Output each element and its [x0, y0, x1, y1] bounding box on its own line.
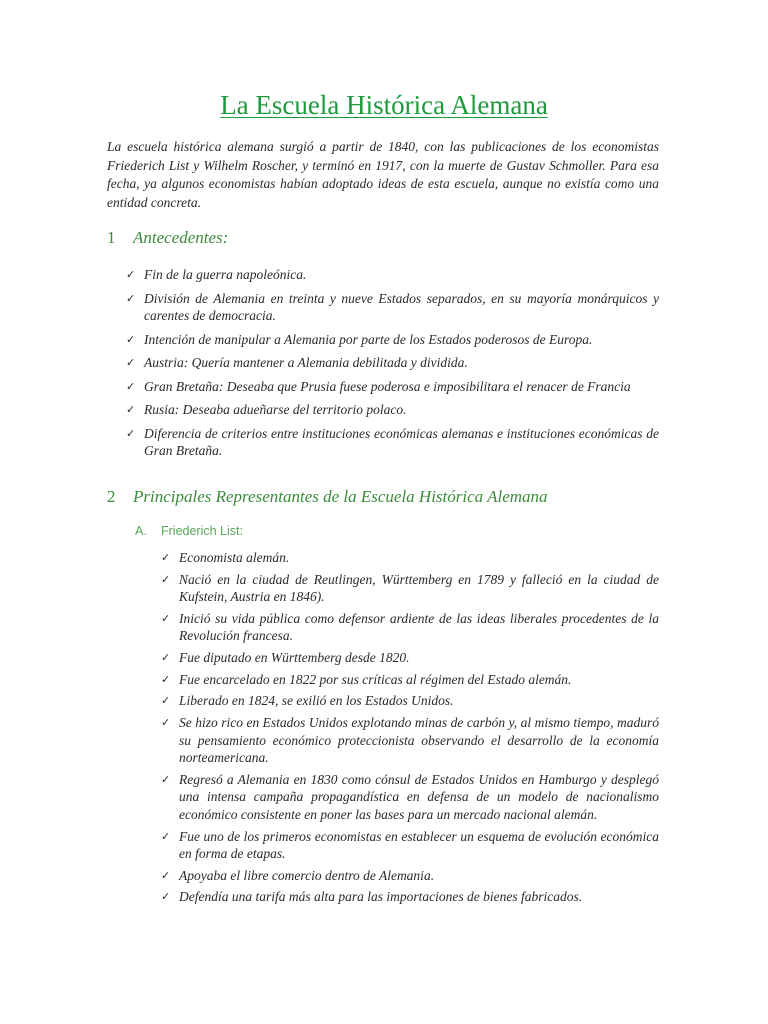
list-item	[126, 290, 659, 325]
check-mark-icon: ✓	[126, 332, 136, 346]
list-item	[161, 610, 659, 645]
list-item-text: Se hizo rico en Estados Unidos explotando minas de carbón y, al mismo tiempo, maduró su pensamiento económico proteccionista observando el desarrollo de la economía norteamericana.	[179, 715, 659, 766]
list-item-text: Apoyaba el libre comercio dentro de Alemania.	[179, 867, 435, 883]
list-item	[161, 771, 659, 824]
section-heading-representantes	[107, 487, 548, 507]
check-mark-icon: ✓	[161, 694, 171, 708]
list-item	[126, 354, 659, 372]
list-item-text: Rusia: Deseaba adueñarse del territorio polaco.	[144, 402, 407, 417]
list-item-text: Economista alemán.	[179, 550, 290, 565]
list-item-text: Inició su vida pública como defensor ardiente de las ideas liberales procedentes de la Revolución francesa.	[179, 610, 659, 644]
check-mark-icon: ✓	[161, 716, 171, 730]
check-mark-icon: ✓	[126, 426, 136, 440]
subsection-heading-list	[135, 524, 243, 538]
section-title: Antecedentes:	[133, 228, 229, 247]
friederich-list-facts	[161, 549, 659, 910]
list-item-text: División de Alemania en treinta y nueve Estados separados, en su mayoría monárquicos y carentes de democracia.	[144, 290, 659, 323]
list-item-text: Fue encarcelado en 1822 por sus críticas al régimen del Estado alemán.	[179, 671, 572, 687]
check-mark-icon: ✓	[126, 379, 136, 393]
page-title: La Escuela Histórica Alemana	[220, 90, 548, 120]
check-mark-icon: ✓	[126, 403, 136, 416]
list-item-text: Liberado en 1824, se exilió en los Estados Unidos.	[179, 693, 454, 709]
check-mark-icon: ✓	[161, 651, 171, 665]
list-item	[161, 671, 659, 689]
list-item-text: Austria: Quería mantener a Alemania debilitada y dividida.	[144, 355, 468, 370]
list-item	[161, 888, 659, 906]
list-item-text: Regresó a Alemania en 1830 como cónsul de Estados Unidos en Hamburgo y desplegó una intensa campaña propagandística en defensa de un modelo de nacionalismo económico consistente en poner las bases para un mercado nacional alemán.	[179, 771, 659, 822]
list-item	[161, 714, 659, 767]
list-item	[126, 425, 659, 460]
list-item-text: Nació en la ciudad de Reutlingen, Württemberg en 1789 y falleció en la ciudad de Kufstein, Austria en 1846).	[179, 571, 659, 605]
section-title: Principales Representantes de la Escuela Histórica Alemana	[133, 487, 548, 506]
check-mark-icon: ✓	[161, 611, 171, 625]
list-item	[161, 571, 659, 606]
list-item-text: Gran Bretaña: Deseaba que Prusia fuese poderosa e imposibilitara el renacer de Francia	[144, 378, 631, 394]
list-item	[161, 867, 659, 885]
list-item-text: Diferencia de criterios entre instituciones económicas alemanas e instituciones económicas de Gran Bretaña.	[144, 425, 659, 458]
list-item	[161, 692, 659, 710]
check-mark-icon: ✓	[126, 268, 136, 281]
section-number: 2	[107, 487, 116, 506]
section-heading-antecedentes	[107, 228, 228, 248]
list-item-text: Fue uno de los primeros economistas en establecer un esquema de evolución económica en forma de etapas.	[179, 828, 659, 861]
check-mark-icon: ✓	[161, 572, 171, 586]
check-mark-icon: ✓	[161, 672, 171, 686]
antecedentes-list	[126, 266, 659, 466]
list-item	[126, 331, 659, 349]
list-item-text: Defendía una tarifa más alta para las importaciones de bienes fabricados.	[179, 889, 583, 905]
list-item	[126, 378, 659, 396]
subsection-title: Friederich List:	[161, 524, 243, 538]
check-mark-icon: ✓	[161, 890, 171, 904]
list-item	[161, 828, 659, 863]
check-mark-icon: ✓	[161, 868, 171, 882]
section-number: 1	[107, 228, 116, 247]
check-mark-icon: ✓	[126, 356, 136, 369]
subsection-letter: A.	[135, 524, 147, 538]
intro-paragraph: La escuela histórica alemana surgió a partir de 1840, con las publicaciones de los economistas Friederich List y Wilhelm Roscher, y terminó en 1917, con la muerte de Gustav Schmoller. Para esa fecha, ya algunos economistas habían adoptado ideas de esta escuela, aunque no existía como una entidad concreta.	[107, 139, 659, 210]
check-mark-icon: ✓	[161, 551, 171, 564]
list-item-text: Fue diputado en Württemberg desde 1820.	[179, 650, 410, 666]
list-item-text: Intención de manipular a Alemania por parte de los Estados poderosos de Europa.	[144, 331, 593, 347]
list-item	[126, 401, 659, 419]
check-mark-icon: ✓	[161, 772, 171, 786]
list-item	[161, 549, 659, 567]
check-mark-icon: ✓	[126, 291, 136, 305]
list-item	[126, 266, 659, 284]
check-mark-icon: ✓	[161, 829, 171, 843]
list-item-text: Fin de la guerra napoleónica.	[144, 267, 307, 282]
list-item	[161, 649, 659, 667]
